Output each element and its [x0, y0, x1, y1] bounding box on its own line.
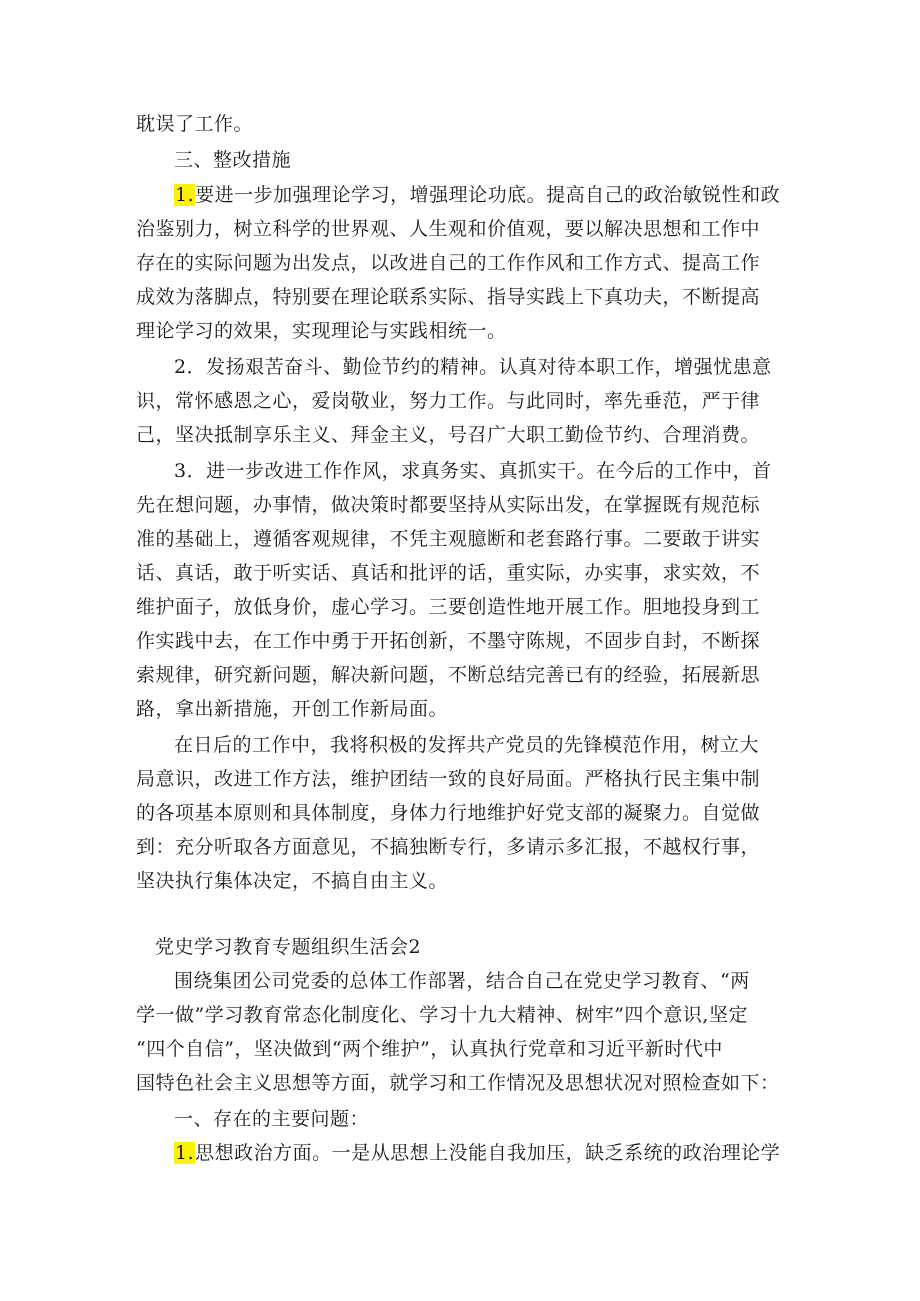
section-title: 党史学习教育专题组织生活会2	[155, 936, 422, 958]
paragraph-line: 学一做”学习教育常态化制度化、学习十九大精神、树牢”四个意识,坚定	[136, 1004, 748, 1026]
highlight-marker: 1.	[175, 1142, 195, 1164]
section-heading: 一、存在的主要问题：	[174, 1108, 370, 1130]
paragraph-line: 局意识，改进工作方法，维护团结一致的良好局面。严格执行民主集中制	[136, 768, 761, 790]
highlight-marker: 1.	[175, 184, 195, 206]
paragraph-line: 在日后的工作中，我将积极的发挥共产党员的先锋模范作用，树立大	[174, 734, 760, 756]
paragraph-line: “四个自信”，坚决做到“两个维护”，认真执行党章和习近平新时代中	[136, 1038, 723, 1060]
paragraph-line: 作实践中去，在工作中勇于开拓创新，不墨守陈规，不固步自封，不断探	[136, 630, 761, 652]
paragraph-line: 的各项基本原则和具体制度，身体力行地维护好党支部的凝聚力。自觉做	[136, 802, 761, 824]
paragraph-line: 己，坚决抵制享乐主义、拜金主义，号召广大职工勤俭节约、合理消费。	[136, 424, 761, 446]
paragraph-line: 3．进一步改进工作作风，求真务实、真抓实干。在今后的工作中，首	[174, 460, 772, 482]
paragraph-line: 耽误了工作。	[136, 113, 254, 135]
section-heading: 三、整改措施	[174, 149, 292, 171]
paragraph-text: 要进一步加强理论学习，增强理论功底。提高自己的政治敏锐性和政	[195, 184, 781, 206]
paragraph-line: 识，常怀感恩之心，爱岗敬业，努力工作。与此同时，率先垂范，严于律	[136, 390, 761, 412]
paragraph-line: 坚决执行集体决定，不搞自由主义。	[136, 870, 449, 892]
paragraph-line: 到：充分听取各方面意见，不搞独断专行，多请示多汇报，不越权行事，	[136, 836, 761, 858]
paragraph-line: 2．发扬艰苦奋斗、勤俭节约的精神。认真对待本职工作，增强忧患意	[174, 356, 772, 378]
paragraph-line: 话、真话，敢于听实话、真话和批评的话，重实际，办实事，求实效，不	[136, 562, 761, 584]
paragraph-line: 成效为落脚点，特别要在理论联系实际、指导实践上下真功夫，不断提高	[136, 286, 761, 308]
paragraph-line: 国特色社会主义思想等方面，就学习和工作情况及思想状况对照检查如下：	[136, 1072, 780, 1094]
paragraph-line: 先在想问题，办事情，做决策时都要坚持从实际出发，在掌握既有规范标	[136, 494, 761, 516]
paragraph-line: 维护面子，放低身价，虚心学习。三要创造性地开展工作。胆地投身到工	[136, 596, 761, 618]
paragraph-line: 存在的实际问题为出发点，以改进自己的工作作风和工作方式、提高工作	[136, 252, 761, 274]
paragraph-line: 理论学习的效果，实现理论与实践相统一。	[136, 320, 507, 342]
paragraph-line: 准的基础上，遵循客观规律，不凭主观臆断和老套路行事。二要敢于讲实	[136, 528, 761, 550]
problem-1-line	[174, 1138, 796, 1168]
item-1-line-1	[174, 180, 796, 210]
paragraph-text: 思想政治方面。一是从思想上没能自我加压，缺乏系统的政治理论学	[195, 1142, 781, 1164]
paragraph-line: 索规律，研究新问题，解决新问题，不断总结完善已有的经验，拓展新思	[136, 664, 761, 686]
paragraph-line: 路，拿出新措施，开创工作新局面。	[136, 698, 449, 720]
paragraph-line: 治鉴别力，树立科学的世界观、人生观和价值观，要以解决思想和工作中	[136, 218, 761, 240]
paragraph-line: 围绕集团公司党委的总体工作部署，结合自己在党史学习教育、“两	[174, 970, 750, 992]
